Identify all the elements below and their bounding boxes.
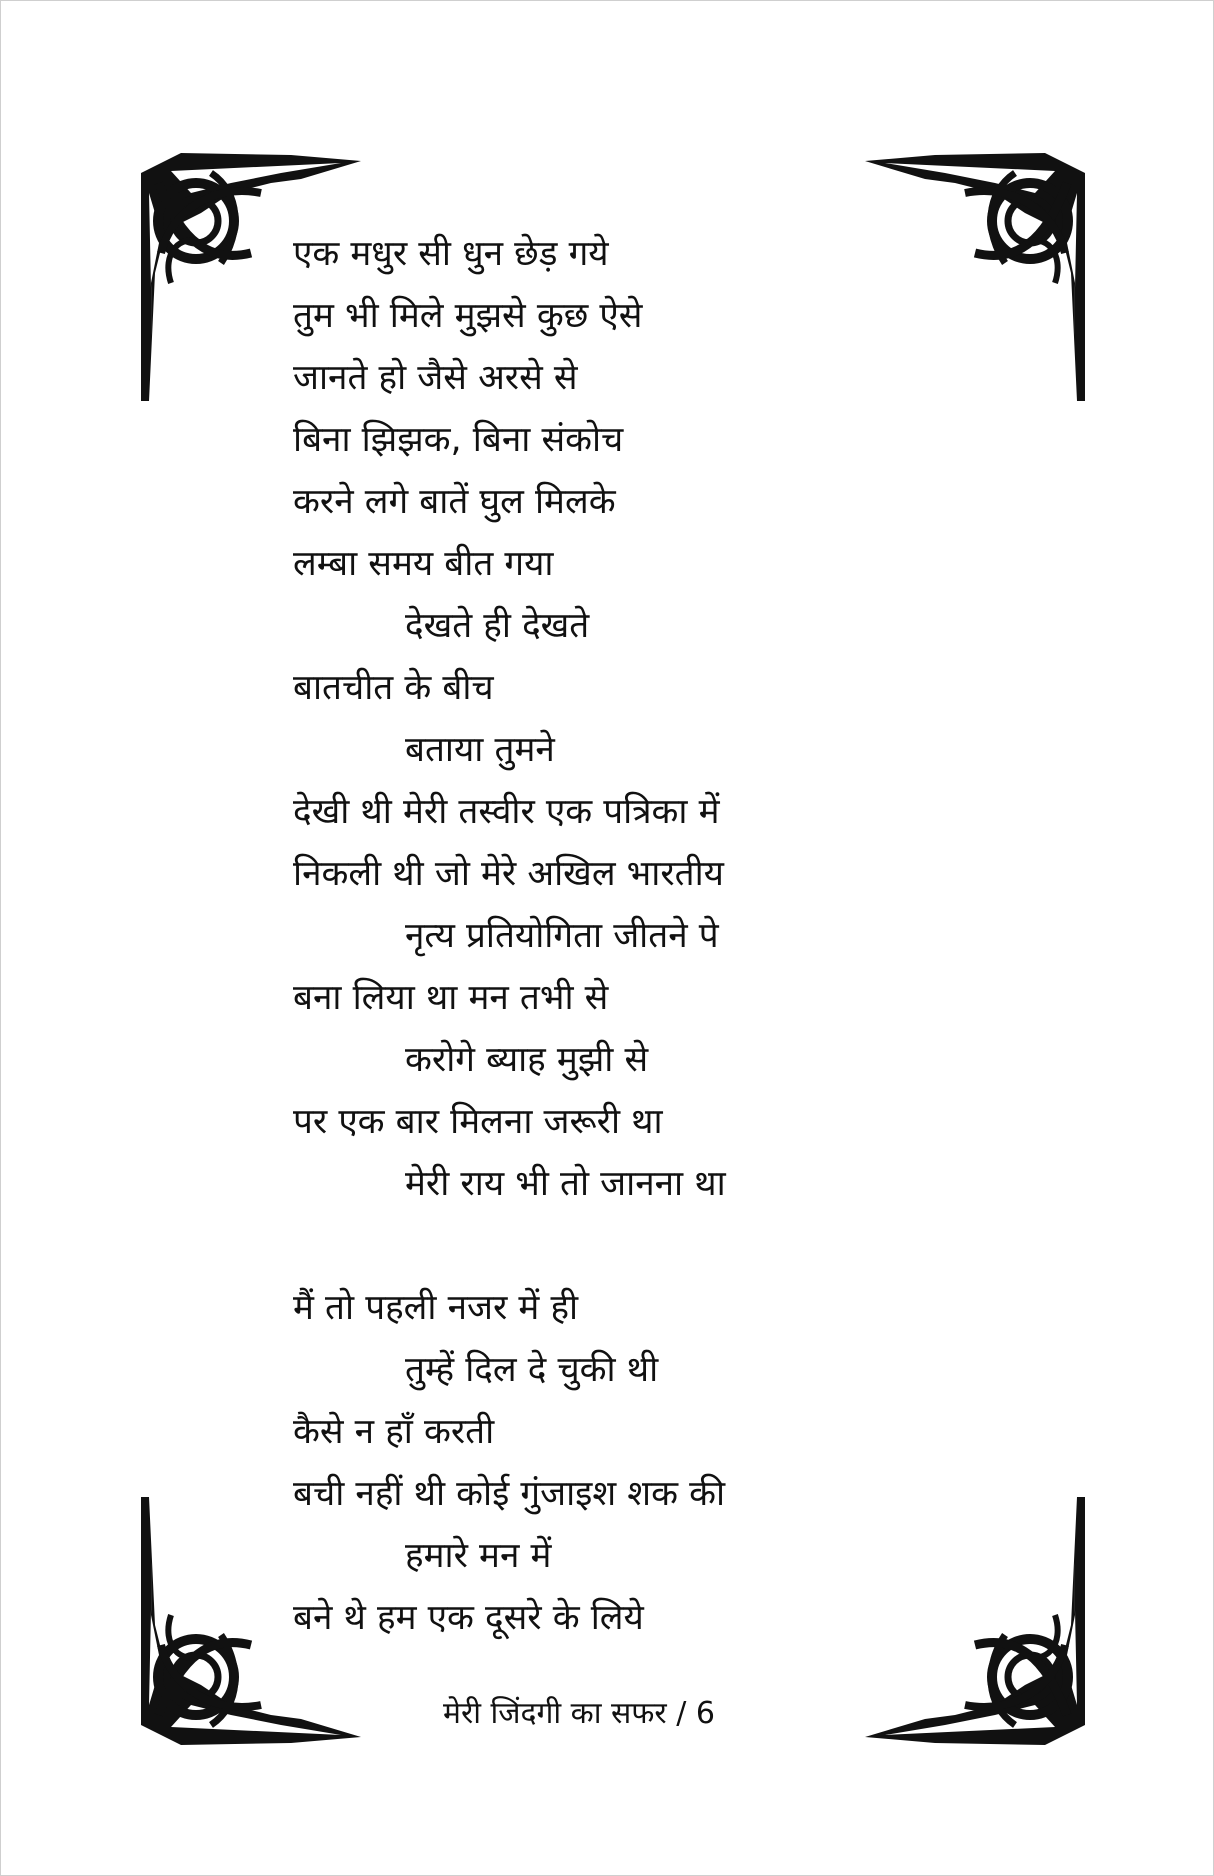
- poem-line: देखते ही देखते: [405, 606, 590, 646]
- poem-line: बना लिया था मन तभी से: [293, 978, 609, 1018]
- poem-line: मैं तो पहली नजर में ही: [293, 1288, 579, 1328]
- poem-line: बातचीत के बीच: [293, 668, 494, 708]
- poem-line: बची नहीं थी कोई गुंजाइश शक की: [293, 1474, 726, 1514]
- poem-line: मेरी राय भी तो जानना था: [405, 1164, 726, 1204]
- poem-line: करने लगे बातें घुल मिलके: [293, 482, 616, 522]
- poem-line: नृत्य प्रतियोगिता जीतने पे: [405, 916, 719, 956]
- poem-line: कैसे न हाँ करती: [293, 1412, 495, 1452]
- poem-line: करोगे ब्याह मुझी से: [405, 1040, 649, 1080]
- poem-line: बताया तुमने: [405, 730, 555, 770]
- poem-line: बने थे हम एक दूसरे के लिये: [293, 1598, 644, 1638]
- poem-line: एक मधुर सी धुन छेड़ गये: [293, 234, 609, 274]
- poem-body: [293, 223, 726, 1649]
- poem-line: तुम भी मिले मुझसे कुछ ऐसे: [293, 296, 643, 336]
- poem-line: बिना झिझक, बिना संकोच: [293, 420, 624, 460]
- page-footer: मेरी जिंदगी का सफर / 6: [443, 1696, 715, 1731]
- stanza-gap: [293, 1215, 726, 1277]
- corner-ornament-icon: [865, 153, 1085, 401]
- poem-line: जानते हो जैसे अरसे से: [293, 358, 578, 398]
- poem-line: तुम्हें दिल दे चुकी थी: [405, 1350, 659, 1390]
- poem-line: निकली थी जो मेरे अखिल भारतीय: [293, 854, 724, 894]
- poem-line: हमारे मन में: [405, 1536, 552, 1576]
- corner-ornament-icon: [865, 1497, 1085, 1745]
- poem-line: देखी थी मेरी तस्वीर एक पत्रिका में: [293, 792, 720, 832]
- poem-line: लम्बा समय बीत गया: [293, 544, 554, 584]
- poem-line: पर एक बार मिलना जरूरी था: [293, 1102, 663, 1142]
